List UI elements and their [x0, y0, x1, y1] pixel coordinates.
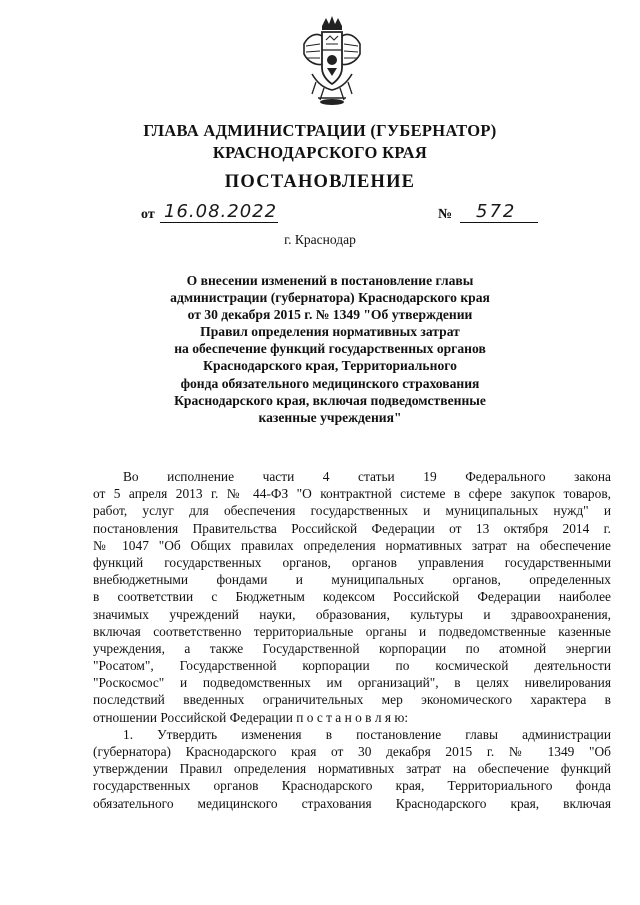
title-line: от 30 декабря 2015 г. № 1349 "Об утверждении: [187, 307, 473, 323]
body-line: функций государственных органов, органов управления государственными: [93, 554, 611, 570]
document-number: 572: [476, 201, 517, 222]
city-label: г. Краснодар: [284, 232, 356, 247]
authority-line-1: ГЛАВА АДМИНИСТРАЦИИ (ГУБЕРНАТОР): [143, 121, 497, 140]
body-line: значимых учреждений науки, образования, культуры и здравоохранения,: [93, 606, 611, 622]
body-line: № 1047 "Об Общих правилах определения нормативных затрат на обеспечение: [93, 537, 611, 553]
body-line: Во исполнение части 4 статьи 19 Федерального закона: [123, 469, 611, 484]
body-line: постановления Правительства Российской Федерации от 13 октября 2014 г.: [93, 520, 611, 536]
body-line: (губернатора) Краснодарского края от 30 декабря 2015 г. № 1349 "Об: [93, 744, 611, 759]
title-line: фонда обязательного медицинского страхования: [180, 375, 480, 391]
body-line: от 5 апреля 2013 г. № 44-ФЗ "О контрактной системе в сфере закупок товаров,: [93, 486, 611, 502]
body-line: отношении Российской Федерации п о с т а н о в л я ю:: [93, 709, 409, 725]
body-line: последствий введенных ограничительных мер экономического характера в: [93, 692, 611, 708]
document-body: [93, 468, 611, 812]
body-line: "Роскосмос" и подведомственных им организаций", в целях нивелирования: [93, 675, 611, 691]
body-line: обязательного медицинского страхования Краснодарского края, включая: [93, 795, 611, 811]
body-line: государственных органов Краснодарского края, Территориального фонда: [93, 778, 611, 794]
body-line: учреждения, а также Государственной корпорации по атомной энергии: [93, 640, 611, 656]
date-label: от: [141, 207, 155, 222]
title-line: Краснодарского края, включая подведомственные: [174, 392, 486, 408]
body-line: в соответствии с Бюджетным кодексом Российской Федерации наиболее: [93, 589, 611, 605]
title-line: Краснодарского края, Территориального: [203, 358, 457, 374]
authority-line-2: КРАСНОДАРСКОГО КРАЯ: [212, 143, 428, 162]
title-line: администрации (губернатора) Краснодарского края: [170, 290, 490, 306]
body-line: внебюджетными фондами и муниципальных органов, определенных: [93, 572, 611, 588]
document-type-heading: ПОСТАНОВЛЕНИЕ: [224, 172, 416, 192]
body-line: 1. Утвердить изменения в постановление главы администрации: [123, 726, 611, 742]
body-line: утверждении Правил определения нормативных затрат на обеспечение функций: [93, 761, 611, 777]
number-label: №: [438, 207, 453, 222]
title-line: на обеспечение функций государственных органов: [174, 341, 486, 357]
coat-of-arms-emblem: [298, 14, 366, 108]
issuing-authority: [0, 120, 640, 164]
body-line: работ, услуг для обеспечения государственных и муниципальных нужд" и: [93, 503, 611, 519]
date-number-row: [0, 201, 640, 227]
body-line: "Росатом", Государственной корпорации по космической деятельности: [93, 658, 611, 674]
document-date: 16.08.2022: [164, 201, 278, 222]
title-line: казенные учреждения": [258, 409, 402, 425]
title-line: Правил определения нормативных затрат: [200, 324, 460, 340]
title-line: О внесении изменений в постановление главы: [186, 273, 474, 288]
body-line: включая соответственно территориальные органы и подведомственные казенные: [93, 623, 611, 639]
document-title: [140, 272, 520, 426]
